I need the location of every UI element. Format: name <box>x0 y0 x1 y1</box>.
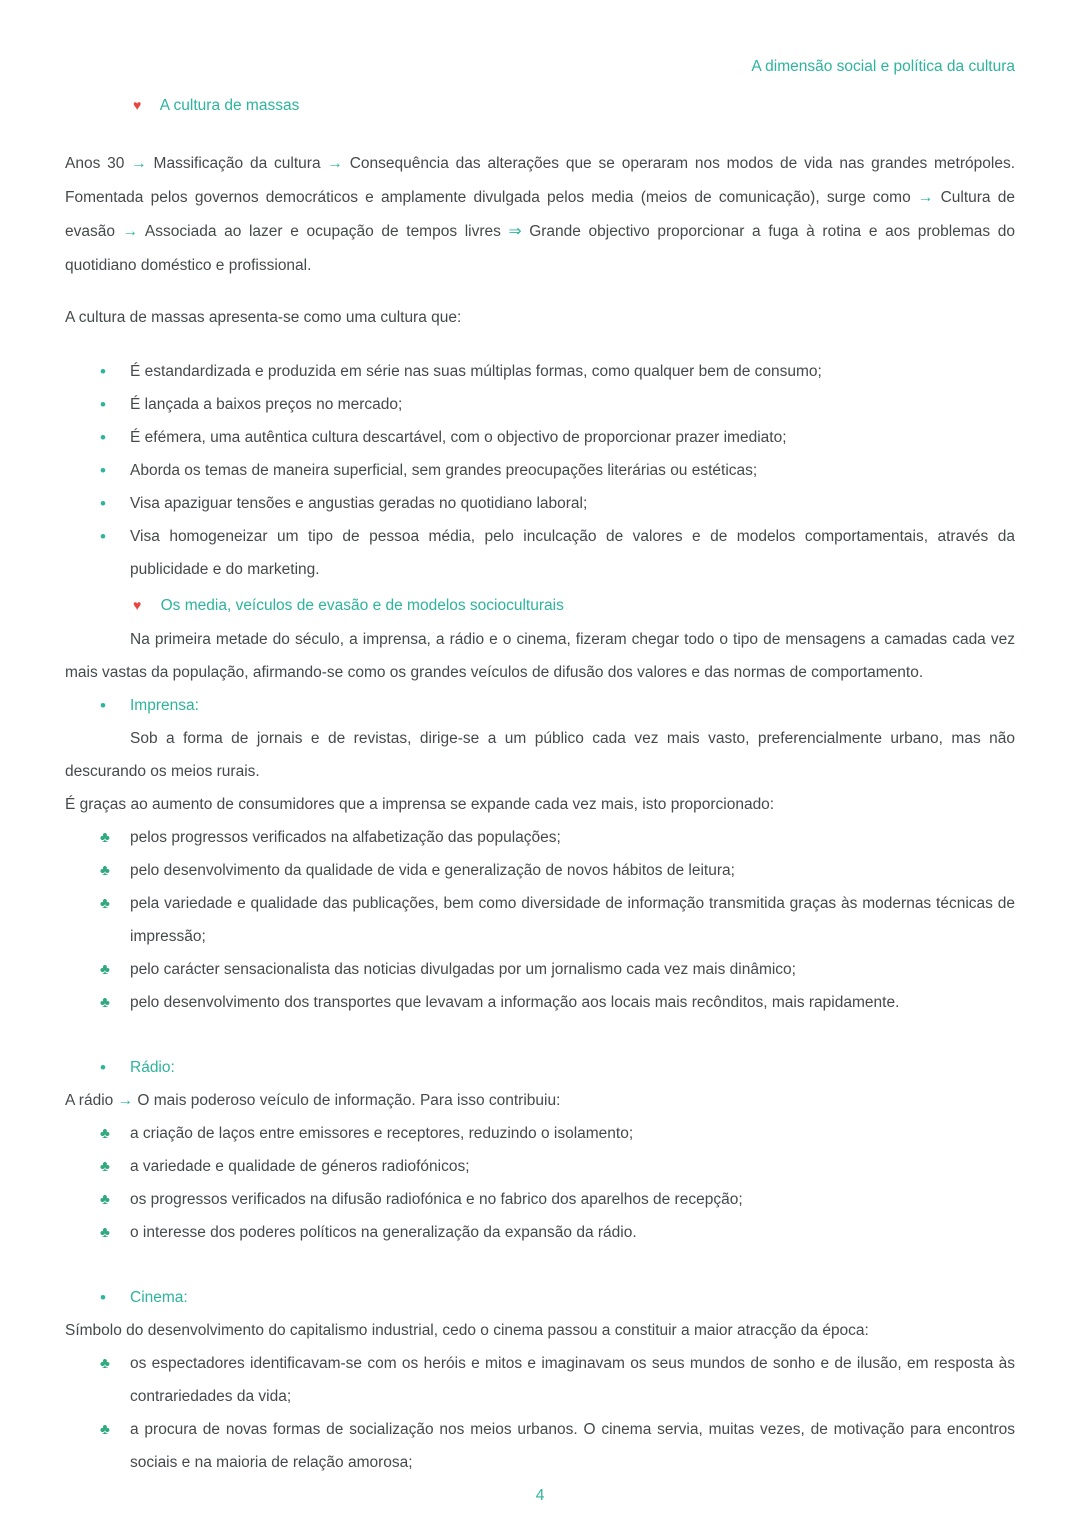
imprensa-label: Imprensa: <box>130 697 199 714</box>
arrow-glyph: → <box>917 189 934 206</box>
dot-bullet-icon: • <box>100 395 106 414</box>
heading-text: Os media, veículos de evasão e de modelos socioculturais <box>160 597 564 614</box>
list-item-text: os progressos verificados na difusão radiofónica e no fabrico dos aparelhos de recepção; <box>130 1191 743 1208</box>
list-item-text: Visa apaziguar tensões e angustias geradas no quotidiano laboral; <box>130 495 588 512</box>
text-segment: A rádio <box>65 1092 118 1109</box>
radio-paragraph <box>65 1084 1015 1117</box>
list-item-text: Visa homogeneizar um tipo de pessoa média, pelo inculcação de valores e de modelos comportamentais, através da publicidade e do marketing. <box>130 528 1015 578</box>
heading-text: A cultura de massas <box>159 97 300 114</box>
cinema-club-list <box>65 1347 1015 1479</box>
list-item-text: a criação de laços entre emissores e receptores, reduzindo o isolamento; <box>130 1125 634 1142</box>
list-item <box>65 953 1015 986</box>
dot-bullet-icon: • <box>100 1288 106 1307</box>
radio-club-list <box>65 1117 1015 1249</box>
arrow-glyph: → <box>327 155 343 172</box>
list-item <box>65 887 1015 953</box>
list-item-text: É efémera, uma autêntica cultura descartável, com o objectivo de proporcionar prazer imediato; <box>130 429 787 446</box>
club-bullet-icon: ♣ <box>100 895 110 912</box>
radio-label-row <box>65 1051 1015 1084</box>
massas-bullet-list <box>65 355 1015 586</box>
list-item-text: a variedade e qualidade de géneros radiofónicos; <box>130 1158 470 1175</box>
imprensa-paragraph-1: Sob a forma de jornais e de revistas, dirige-se a um público cada vez mais vasto, preferencialmente urbano, mas não descurando os meios rurais. <box>65 730 1015 780</box>
section-heading-cultura-de-massas <box>65 90 1015 121</box>
radio-label: Rádio: <box>130 1059 175 1076</box>
imprensa-label-row <box>65 689 1015 722</box>
club-bullet-icon: ♣ <box>100 994 110 1011</box>
club-bullet-icon: ♣ <box>100 961 110 978</box>
text-segment: Massificação da cultura <box>146 155 328 172</box>
heart-icon: ♥ <box>133 97 142 113</box>
list-item-text: os espectadores identificavam-se com os heróis e mitos e imaginavam os seus mundos de sonho e de ilusão, em resposta às contrariedades da vida; <box>130 1355 1015 1405</box>
text-segment: Grande objectivo proporcionar a fuga à rotina e aos problemas do quotidiano doméstico e profissional. <box>65 223 1015 274</box>
club-bullet-icon: ♣ <box>100 1158 110 1175</box>
text-segment: Consequência das alterações que se operaram nos modos de vida nas grandes metrópoles. Fomentada pelos governos democráticos e amplamente divulgada pelos media (meios de comunicação), surge como <box>65 155 1016 206</box>
arrow-glyph: → <box>131 155 147 172</box>
club-bullet-icon: ♣ <box>100 1224 110 1241</box>
list-item-text: pelo carácter sensacionalista das noticias divulgadas por um jornalismo cada vez mais dinâmico; <box>130 961 796 978</box>
dot-bullet-icon: • <box>100 362 106 381</box>
list-item <box>65 421 1015 454</box>
heart-icon: ♥ <box>133 597 142 613</box>
cinema-label: Cinema: <box>130 1289 188 1306</box>
dot-bullet-icon: • <box>100 428 106 447</box>
club-bullet-icon: ♣ <box>100 1125 110 1142</box>
cinema-paragraph: Símbolo do desenvolvimento do capitalismo industrial, cedo o cinema passou a constituir a maior atracção da época: <box>65 1322 869 1339</box>
dot-bullet-icon: • <box>100 696 106 715</box>
lead-paragraph: A cultura de massas apresenta-se como uma cultura que: <box>65 309 462 326</box>
text-segment: Associada ao lazer e ocupação de tempos livres <box>138 223 509 240</box>
section-heading-os-media <box>65 590 1015 621</box>
list-item <box>65 1117 1015 1150</box>
dot-bullet-icon: • <box>100 527 106 546</box>
club-bullet-icon: ♣ <box>100 1355 110 1372</box>
text-segment: Cultura de evasão <box>65 189 1015 240</box>
list-item-text: pelos progressos verificados na alfabetização das populações; <box>130 829 561 846</box>
list-item-text: a procura de novas formas de socialização nos meios urbanos. O cinema servia, muitas vezes, de motivação para encontros sociais e na maioria de relação amorosa; <box>130 1421 1015 1471</box>
imprensa-club-list <box>65 821 1015 1019</box>
list-item <box>65 854 1015 887</box>
list-item <box>65 520 1015 586</box>
list-item <box>65 454 1015 487</box>
list-item <box>65 821 1015 854</box>
dot-bullet-icon: • <box>100 494 106 513</box>
text-segment: O mais poderoso veículo de informação. Para isso contribuiu: <box>133 1092 561 1109</box>
club-bullet-icon: ♣ <box>100 1191 110 1208</box>
list-item <box>65 986 1015 1019</box>
dot-bullet-icon: • <box>100 461 106 480</box>
page-number: 4 <box>535 1487 545 1504</box>
list-item <box>65 1347 1015 1413</box>
list-item <box>65 1216 1015 1249</box>
list-item-text: É estandardizada e produzida em série nas suas múltiplas formas, como qualquer bem de consumo; <box>130 363 822 380</box>
list-item <box>65 388 1015 421</box>
club-bullet-icon: ♣ <box>100 1421 110 1438</box>
cinema-label-row <box>65 1281 1015 1314</box>
club-bullet-icon: ♣ <box>100 829 110 846</box>
intro-paragraph <box>65 147 1015 283</box>
media-paragraph: Na primeira metade do século, a imprensa, a rádio e o cinema, fizeram chegar todo o tipo de mensagens a camadas cada vez mais vastas da população, afirmando-se como os grandes veículos de difusão dos valores e das normas de comportamento. <box>65 631 1015 681</box>
list-item-text: pelo desenvolvimento da qualidade de vida e generalização de novos hábitos de leitura; <box>130 862 735 879</box>
dot-bullet-icon: • <box>100 1058 106 1077</box>
list-item <box>65 487 1015 520</box>
list-item-text: o interesse dos poderes políticos na generalização da expansão da rádio. <box>130 1224 637 1241</box>
arrow-glyph: ⇒ <box>508 223 522 240</box>
club-bullet-icon: ♣ <box>100 862 110 879</box>
imprensa-paragraph-2: É graças ao aumento de consumidores que a imprensa se expande cada vez mais, isto proporcionado: <box>65 796 775 813</box>
list-item <box>65 1150 1015 1183</box>
arrow-glyph: → <box>117 1092 134 1109</box>
list-item <box>65 1413 1015 1479</box>
list-item-text: pela variedade e qualidade das publicações, bem como diversidade de informação transmitida graças às modernas técnicas de impressão; <box>130 895 1015 945</box>
text-segment: Anos 30 <box>65 155 132 172</box>
list-item-text: Aborda os temas de maneira superficial, sem grandes preocupações literárias ou estéticas; <box>130 462 758 479</box>
arrow-glyph: → <box>122 223 139 240</box>
list-item <box>65 355 1015 388</box>
page-header-title: A dimensão social e política da cultura <box>751 58 1015 75</box>
list-item <box>65 1183 1015 1216</box>
list-item-text: É lançada a baixos preços no mercado; <box>130 396 403 413</box>
list-item-text: pelo desenvolvimento dos transportes que levavam a informação aos locais mais recônditos, mais rapidamente. <box>130 994 900 1011</box>
